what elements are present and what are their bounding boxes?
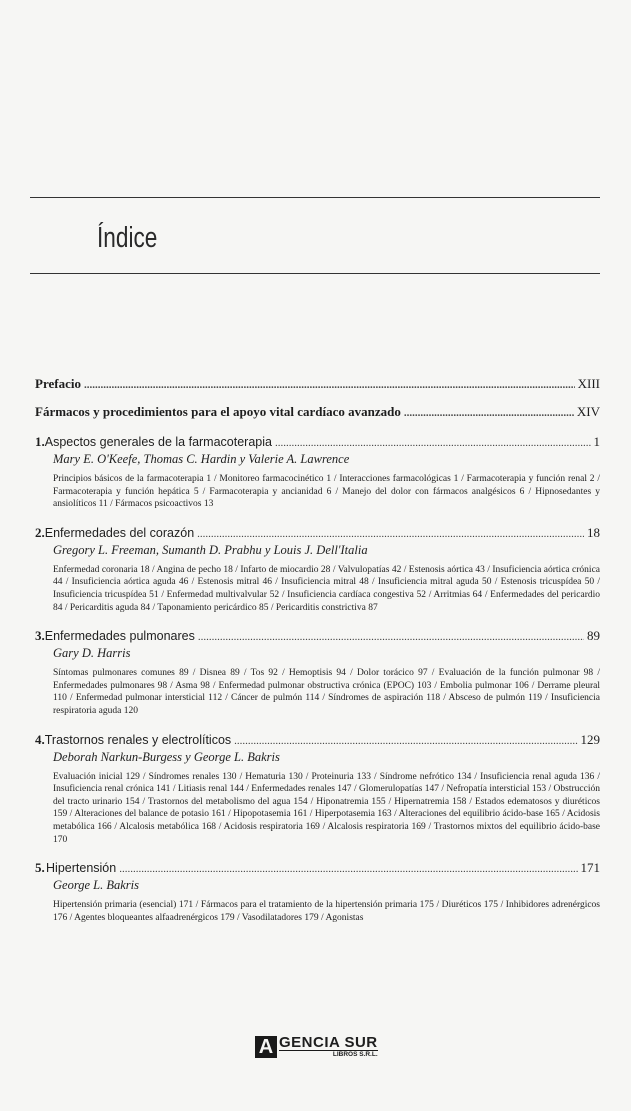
chapter-number: 4.	[35, 731, 45, 747]
chapter-title: Hipertensión	[46, 861, 117, 876]
chapter-heading[interactable]	[35, 434, 600, 450]
chapter-authors: Deborah Narkun-Burgess y George L. Bakris	[53, 749, 280, 764]
chapter-heading[interactable]	[35, 860, 600, 876]
chapter-heading[interactable]	[35, 628, 600, 644]
page-title: Índice	[97, 222, 158, 254]
leader-dots	[275, 437, 591, 449]
chapter-page: 89	[587, 628, 600, 644]
chapter-heading[interactable]	[35, 732, 600, 748]
chapter-page: 1	[593, 434, 600, 449]
chapter-page: 171	[580, 860, 600, 876]
chapter-3	[35, 628, 600, 717]
chapter-4	[35, 732, 600, 847]
chapter-authors: Gary D. Harris	[53, 646, 131, 661]
chapter-topics: Hipertensión primaria (esencial) 171 / Fármacos para el tratamiento de la hipertensión primaria 175 / Diuréticos 175 / Inhibidores adrenérgicos 176 / Agentes bloqueantes alfaadrenérgicos 179 / Vasodilatadores 179 / Agonistas	[53, 900, 600, 923]
toc-entry-page: XIII	[577, 376, 600, 391]
chapter-heading[interactable]	[35, 525, 600, 541]
chapter-topics: Enfermedad coronaria 18 / Angina de pecho 18 / Infarto de miocardio 28 / Valvulopatías 42 / Estenosis aórtica 43 / Insuficiencia aórtica crónica 44 / Insuficiencia aórtica aguda 46 / Estenosis mitral 46 / Insuficiencia mitral 48 / Insuficiencia mitral aguda 50 / Estenosis tricuspídea 50 / Insuficiencia tricuspídea 51 / Enfermedad multivalvular 52 / Insuficiencia cardíaca congestiva 52 / Arritmias 64 / Enfermedades del pericardio 84 / Pericarditis aguda 84 / Taponamiento pericárdico 85 / Pericarditis constrictiva 87	[53, 564, 600, 613]
chapter-number: 2.	[35, 524, 45, 540]
header-rule-top	[30, 197, 600, 198]
toc-entry-label: Prefacio	[35, 376, 81, 391]
chapter-topics: Síntomas pulmonares comunes 89 / Disnea 89 / Tos 92 / Hemoptisis 94 / Dolor torácico 97 / Evaluación de la función pulmonar 98 / Enfermedades pulmonares 98 / Asma 98 / Enfermedad pulmonar obstructiva crónica (EPOC) 103 / Embolia pulmonar 106 / Derrame pleural 110 / Enfermedad pulmonar intersticial 112 / Cáncer de pulmón 114 / Síndromes de aspiración 118 / Absceso de pulmón 119 / Insuficiencia respiratoria aguda 120	[53, 668, 600, 716]
chapter-1	[35, 434, 600, 511]
toc-entry-label: Fármacos y procedimientos para el apoyo vital cardíaco avanzado	[35, 404, 401, 419]
chapter-topics: Principios básicos de la farmacoterapia 1 / Monitoreo farmacocinético 1 / Interacciones farmacológicas 1 / Farmacoterapia y función renal 2 / Farmacoterapia y función hepática 5 / Farmacoterapia y ancianidad 6 / Manejo del dolor con fármacos analgésicos 6 / Hipnosedantes y ansiolíticos 11 / Fármacos psicoactivos 13	[53, 474, 600, 510]
chapter-title: Trastornos renales y electrolíticos	[44, 732, 232, 747]
chapter-2	[35, 525, 600, 614]
logo-name: GENCIA SUR	[279, 1034, 378, 1051]
chapter-authors: George L. Bakris	[53, 878, 139, 893]
chapter-page: 18	[587, 524, 600, 540]
chapter-authors: Gregory L. Freeman, Sumanth D. Prabhu y Louis J. Dell'Italia	[53, 542, 368, 557]
logo-subtitle: LIBROS S.R.L.	[279, 1050, 378, 1058]
chapter-topics: Evaluación inicial 129 / Síndromes renales 130 / Hematuria 130 / Proteinuria 133 / Síndrome nefrótico 134 / Insuficiencia renal aguda 136 / Insuficiencia renal crónica 141 / Litiasis renal 144 / Enfermedades renales 147 / Glomerulopatías 147 / Nefropatía intersticial 153 / Obstrucción del tracto urinario 154 / Trastornos del metabolismo del agua 154 / Hiponatremia 155 / Hipernatremia 158 / Estados edematosos y diuréticos 159 / Alteraciones del balance de potasio 161 / Hipopotasemia 161 / Hiperpotasemia 163 / Alteraciones del equilibrio ácido-base 165 / Acidosis metabólica 166 / Alcalosis metabólica 168 / Acidosis respiratoria 169 / Alcalosis respiratoria 169 / Trastornos mixtos del equilibrio ácido-base 170	[53, 771, 600, 845]
leader-dots	[119, 863, 577, 875]
logo-a-mark: A	[255, 1036, 277, 1058]
toc-entry-page: XIV	[576, 404, 600, 419]
chapter-authors: Mary E. O'Keefe, Thomas C. Hardin y Valerie A. Lawrence	[53, 452, 350, 466]
toc-entry-prefacio[interactable]	[35, 376, 600, 392]
chapter-title: Aspectos generales de la farmacoterapia	[44, 435, 272, 449]
chapter-number: 3.	[35, 628, 45, 644]
toc-entry-farmacos-acls[interactable]	[35, 404, 600, 420]
chapter-number: 1.	[35, 434, 45, 449]
leader-dots	[234, 735, 577, 747]
leader-dots	[84, 379, 575, 391]
chapter-list	[35, 434, 600, 924]
chapter-5	[35, 860, 600, 924]
chapter-title: Enfermedades del corazón	[44, 525, 195, 540]
chapter-page: 129	[580, 731, 600, 747]
leader-dots	[404, 407, 574, 419]
publisher-logo	[255, 1035, 378, 1058]
chapter-number: 5.	[35, 860, 45, 876]
chapter-title: Enfermedades pulmonares	[44, 629, 195, 644]
logo-text	[279, 1035, 378, 1058]
header-rule-bottom	[30, 273, 600, 274]
table-of-contents	[35, 372, 600, 924]
leader-dots	[197, 528, 584, 540]
leader-dots	[198, 631, 584, 643]
